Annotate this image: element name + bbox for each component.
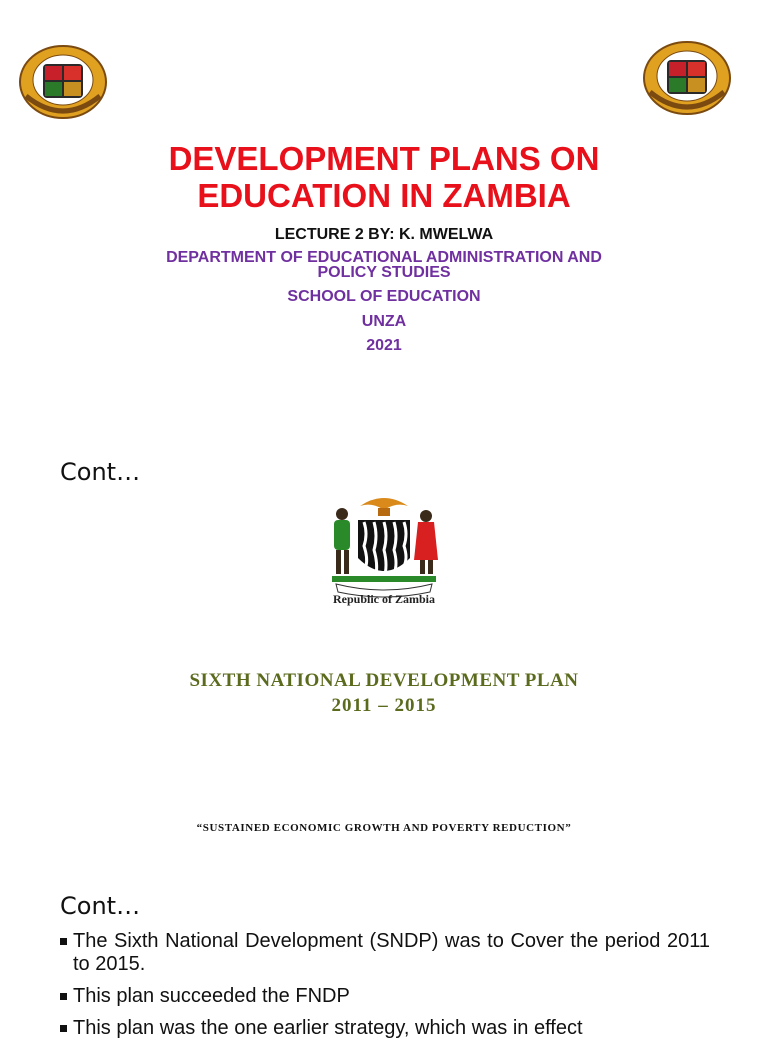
slide-heading: Cont… (60, 458, 141, 486)
university-name: UNZA (361, 313, 407, 330)
coat-of-arms-slide (0, 420, 768, 870)
university-seal-icon (642, 40, 732, 116)
title-line-1: DEVELOPMENT PLANS ON (168, 140, 600, 177)
slide-heading: Cont… (60, 892, 141, 920)
department-line-2: POLICY STUDIES (317, 264, 451, 281)
bullet-list (60, 930, 710, 1049)
lecture-byline: LECTURE 2 BY: K. MWELWA (274, 226, 494, 243)
plan-years: 2011 – 2015 (331, 695, 437, 716)
coat-of-arms-icon (318, 488, 450, 608)
department-name (0, 250, 768, 280)
title-line-2: EDUCATION IN ZAMBIA (197, 177, 571, 214)
plan-motto: “SUSTAINED ECONOMIC GROWTH AND POVERTY REDUCTION” (196, 822, 572, 834)
slide-title (0, 140, 768, 214)
content-slide (0, 880, 768, 1039)
year: 2021 (366, 337, 402, 354)
title-slide (0, 0, 768, 420)
list-item: The Sixth National Development (SNDP) was to Cover the period 2011 to 2015. (60, 930, 710, 976)
university-seal-icon (18, 44, 108, 120)
list-item: This plan was the one earlier strategy, which was in effect (60, 1017, 710, 1040)
school-name: SCHOOL OF EDUCATION (287, 288, 481, 305)
plan-name: SIXTH NATIONAL DEVELOPMENT PLAN (189, 670, 579, 691)
republic-label: Republic of Zambia (332, 592, 435, 606)
list-item: This plan succeeded the FNDP (60, 985, 710, 1008)
department-line-1: DEPARTMENT OF EDUCATIONAL ADMINISTRATION AND (166, 249, 602, 266)
